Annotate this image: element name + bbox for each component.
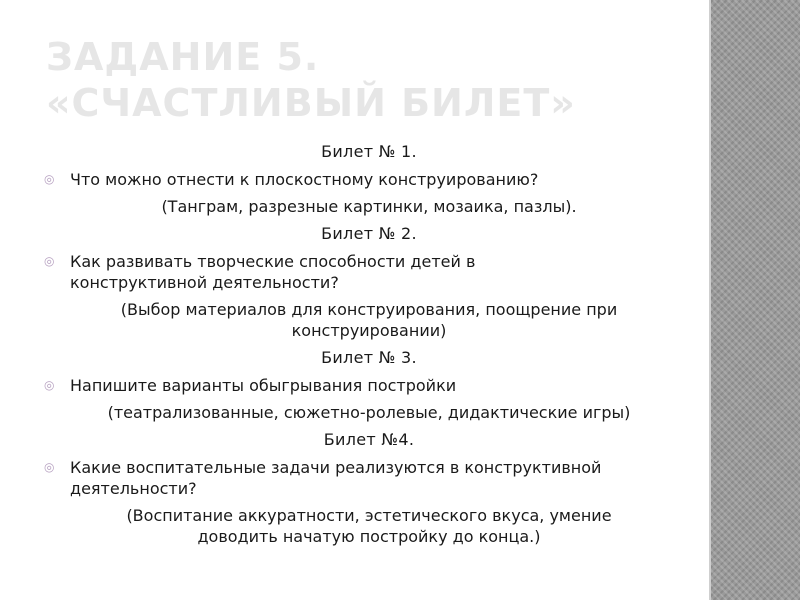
bullet-icon: ◎ xyxy=(44,254,55,268)
answer-text-3: (театрализованные, сюжетно-ролевые, дидактические игры) xyxy=(107,403,631,422)
ticket-heading-3: Билет № 3. xyxy=(321,348,417,367)
answer-text-4: (Воспитание аккуратности, эстетического вкуса, умение доводить начатую постройку до конца.) xyxy=(126,506,612,546)
answer-text-2: (Выбор материалов для конструирования, поощрение при конструировании) xyxy=(120,300,618,340)
list-item-question-4 xyxy=(44,457,694,499)
bullet-icon: ◎ xyxy=(44,460,55,474)
decorative-stripe xyxy=(711,0,800,600)
question-text-4: Какие воспитательные задачи реализуются в конструктивной деятельности? xyxy=(70,458,602,498)
ticket-heading-2: Билет № 2. xyxy=(321,224,417,243)
question-text-3: Напишите варианты обыгрывания постройки xyxy=(70,376,457,395)
list-item-question-3 xyxy=(44,375,694,396)
list-item-question-1 xyxy=(44,169,694,190)
slide-content xyxy=(44,141,694,547)
ticket-heading-1: Билет № 1. xyxy=(321,142,417,161)
bullet-icon: ◎ xyxy=(44,378,55,392)
question-text-2: Как развивать творческие способности детей в конструктивной деятельности? xyxy=(70,252,476,292)
list-item-question-2 xyxy=(44,251,694,293)
answer-text-1: (Танграм, разрезные картинки, мозаика, пазлы). xyxy=(161,197,577,216)
ticket-heading-4: Билет №4. xyxy=(323,430,415,449)
bullet-icon: ◎ xyxy=(44,172,55,186)
question-text-1: Что можно отнести к плоскостному конструированию? xyxy=(70,170,539,189)
slide-title: ЗАДАНИЕ 5. «СЧАСТЛИВЫЙ БИЛЕТ» xyxy=(46,35,576,125)
